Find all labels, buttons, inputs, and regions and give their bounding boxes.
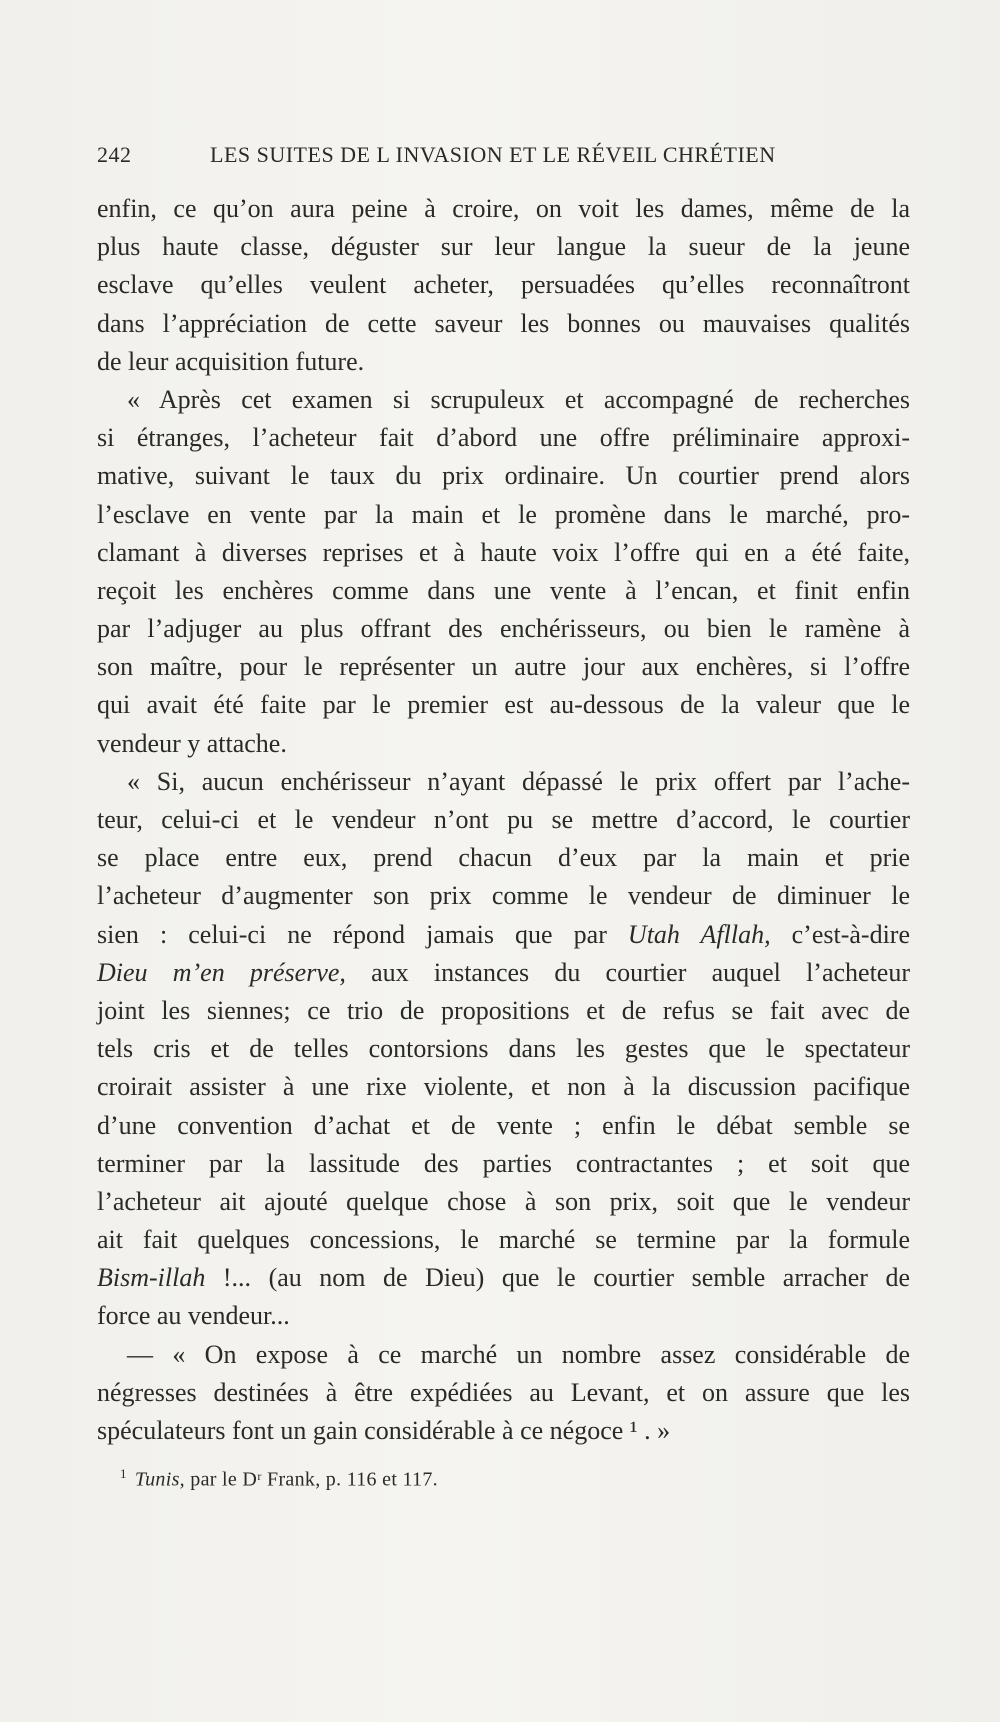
text-line: — « On expose à ce marché un nombre assez considérable de [127, 1339, 910, 1369]
text-line: mative, suivant le taux du prix ordinaire. Un courtier prend alors [97, 461, 910, 491]
line-text: c’est-à-dire [770, 919, 911, 949]
text-line: se place entre eux, prend chacun d’eux par la main et prie [97, 843, 910, 873]
text-line: croirait assister à une rixe violente, et non à la discussion pacifique [97, 1072, 910, 1102]
italic-phrase: Dieu m’en préserve, [97, 957, 346, 987]
text-line: son maître, pour le représenter un autre jour aux enchères, si l’offre [97, 652, 910, 682]
footnote-marker: 1 [120, 1466, 127, 1481]
text-line: force au vendeur... [97, 1301, 290, 1331]
text-line: « Si, aucun enchérisseur n’ayant dépassé le prix offert par l’ache- [127, 766, 910, 796]
text-line: ait fait quelques concessions, le marché se termine par la formule [97, 1225, 910, 1255]
text-line: l’esclave en vente par la main et le promène dans le marché, pro- [97, 499, 910, 529]
italic-phrase: Bism-illah [97, 1263, 206, 1293]
text-line: spéculateurs font un gain considérable à ce négoce ¹ . » [97, 1416, 671, 1445]
footnote [120, 1466, 438, 1492]
text-line: enfin, ce qu’on aura peine à croire, on voit les dames, même de la [97, 194, 910, 223]
footnote-text: par le Dʳ Frank, p. 116 et 117. [184, 1468, 438, 1491]
body-text [97, 190, 910, 1450]
text-line: l’acheteur ait ajouté quelque chose à son prix, soit que le vendeur [97, 1186, 910, 1216]
footnote-source-title: Tunis, [134, 1468, 185, 1491]
text-line: vendeur y attache. [97, 728, 287, 758]
text-line: clamant à diverses reprises et à haute voix l’offre qui en a été faite, [97, 537, 910, 567]
text-line: « Après cet examen si scrupuleux et accompagné de recherches [127, 384, 910, 414]
text-line: l’acheteur d’augmenter son prix comme le vendeur de diminuer le [97, 881, 910, 911]
text-line: par l’adjuger au plus offrant des enchérisseurs, ou bien le ramène à [97, 614, 910, 644]
text-line [97, 916, 910, 954]
line-text: aux instances du courtier auquel l’acheteur [345, 957, 910, 987]
text-line: plus haute classe, déguster sur leur langue la sueur de la jeune [97, 232, 910, 262]
text-line: joint les siennes; ce trio de propositions et de refus se fait avec de [97, 995, 910, 1025]
text-line: teur, celui-ci et le vendeur n’ont pu se mettre d’accord, le courtier [97, 805, 910, 834]
text-line: terminer par la lassitude des parties contractantes ; et soit que [97, 1148, 910, 1178]
text-line: qui avait été faite par le premier est au-dessous de la valeur que le [97, 690, 910, 720]
page-header [97, 142, 842, 174]
running-title: LES SUITES DE L INVASION ET LE RÉVEIL CHRÉTIEN [210, 142, 776, 167]
line-text: sien : celui-ci ne répond jamais que par [97, 919, 628, 949]
page-number: 242 [97, 142, 132, 167]
text-line: si étranges, l’acheteur fait d’abord une offre préliminaire approxi- [97, 423, 910, 453]
italic-phrase: Utah Afllah, [627, 919, 771, 949]
text-line: reçoit les enchères comme dans une vente à l’encan, et finit enfin [97, 575, 910, 605]
text-line: tels cris et de telles contorsions dans les gestes que le spectateur [97, 1034, 910, 1064]
text-line [97, 1259, 910, 1297]
line-text: !... (au nom de Dieu) que le courtier semble arracher de [205, 1263, 910, 1293]
text-line: dans l’appréciation de cette saveur les bonnes ou mauvaises qualités [97, 308, 910, 338]
text-line: esclave qu’elles veulent acheter, persuadées qu’elles reconnaîtront [97, 270, 910, 300]
text-line: de leur acquisition future. [97, 346, 365, 376]
text-line: d’une convention d’achat et de vente ; enfin le débat semble se [97, 1110, 910, 1140]
text-line: négresses destinées à être expédiées au Levant, et on assure que les [97, 1377, 910, 1407]
text-line [97, 954, 910, 992]
